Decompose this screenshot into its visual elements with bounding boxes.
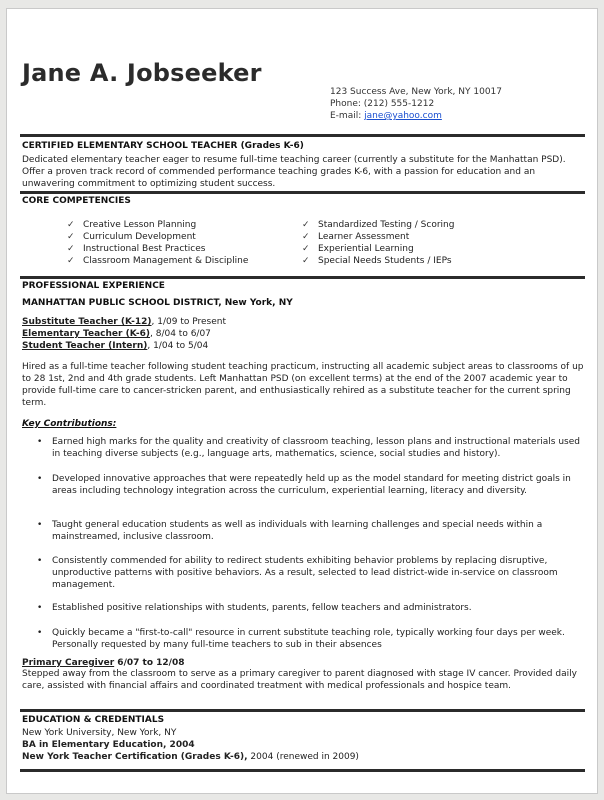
school: New York University, New York, NY	[22, 728, 177, 738]
list-item: • Developed innovative approaches that were repeatedly held up as the model standard for meeting district goals in areas including technology integration across the curriculum, experiential learning, literacy and diversity.	[37, 474, 571, 496]
email-link[interactable]: jane@yahoo.com	[364, 111, 442, 121]
competency-item: ✓ Classroom Management & Discipline	[67, 256, 249, 266]
role-item: Substitute Teacher (K-12), 1/09 to Present	[22, 317, 227, 327]
role-item: Student Teacher (Intern), 1/04 to 5/04	[22, 341, 209, 351]
competency-item: ✓ Learner Assessment	[302, 232, 410, 242]
check-icon: ✓	[67, 256, 75, 266]
role-item: Elementary Teacher (K-6), 8/04 to 6/07	[22, 329, 211, 339]
list-item: • Established positive relationships with students, parents, fellow teachers and administrators.	[37, 603, 472, 613]
competency-item: ✓ Instructional Best Practices	[67, 244, 206, 254]
caregiver-dates: 6/07 to 12/08	[114, 658, 185, 668]
candidate-name: Jane A. Jobseeker	[22, 59, 262, 87]
degree: BA in Elementary Education, 2004	[22, 740, 195, 750]
email-label: E-mail:	[330, 111, 362, 121]
list-item: • Taught general education students as well as individuals with learning challenges and special needs within a mainstreamed, inclusive classroom.	[37, 520, 543, 542]
check-icon: ✓	[67, 220, 75, 230]
bullet-icon: •	[37, 603, 43, 613]
list-item: • Quickly became a "first-to-call" resource in current substitute teaching role, typically working four days per week. Personally requested by many full-time teachers to sub in their absences	[37, 628, 565, 650]
caregiver-text: Stepped away from the classroom to serve as a primary caregiver to parent diagnosed with stage IV cancer. Provided daily care, assisted with financial affairs and coordinated treatment with medical professionals and hospice team.	[22, 669, 577, 691]
phone: Phone: (212) 555-1212	[330, 99, 435, 109]
check-icon: ✓	[302, 244, 310, 254]
experience-title: PROFESSIONAL EXPERIENCE	[22, 281, 165, 291]
check-icon: ✓	[302, 220, 310, 230]
divider	[20, 769, 585, 772]
bullet-icon: •	[37, 520, 43, 530]
bullet-icon: •	[37, 437, 43, 447]
competency-item: ✓ Special Needs Students / IEPs	[302, 256, 452, 266]
caregiver-title: Primary Caregiver	[22, 658, 115, 668]
contributions-list	[37, 9, 587, 709]
employer: MANHATTAN PUBLIC SCHOOL DISTRICT, New York, NY	[22, 298, 293, 308]
summary-text: Dedicated elementary teacher eager to resume full-time teaching career (currently a substitute for the Manhattan PSD). Offer a proven track record of commended performance teaching grades K-6, with a passion for education and an unwavering commitment to optimizing student success.	[22, 155, 566, 189]
role-description: Hired as a full-time teacher following student teaching practicum, instructing all academic subject areas to classrooms of up to 28 1st, 2nd and 4th grade students. Left Manhattan PSD (on excellent terms) at the end of the 2007 academic year to provide full-time care to cancer-stricken parent, and enthusiastically rehired as a substitute teacher for the current spring term.	[22, 362, 584, 408]
education-title: EDUCATION & CREDENTIALS	[22, 715, 165, 725]
list-item: • Earned high marks for the quality and creativity of classroom teaching, lesson plans and instructional materials used in teaching diverse subjects (e.g., language arts, mathematics, science, social studies and history).	[37, 437, 580, 459]
competency-item: ✓ Curriculum Development	[67, 232, 196, 242]
check-icon: ✓	[67, 232, 75, 242]
list-item: • Consistently commended for ability to redirect students exhibiting behavior problems by replacing disruptive, unproductive patterns with positive behaviors. As a result, selected to lead district-wide in-service on classroom management.	[37, 556, 558, 590]
check-icon: ✓	[302, 256, 310, 266]
key-contributions-label: Key Contributions:	[22, 419, 117, 429]
bullet-icon: •	[37, 474, 43, 484]
check-icon: ✓	[67, 244, 75, 254]
resume-page	[6, 8, 598, 794]
divider	[20, 709, 585, 712]
competency-item: ✓ Creative Lesson Planning	[67, 220, 197, 230]
address: 123 Success Ave, New York, NY 10017	[330, 87, 502, 97]
competency-item: ✓ Experiential Learning	[302, 244, 414, 254]
bullet-icon: •	[37, 556, 43, 566]
check-icon: ✓	[302, 232, 310, 242]
bullet-icon: •	[37, 628, 43, 638]
competencies-title: CORE COMPETENCIES	[22, 196, 131, 206]
summary-title: CERTIFIED ELEMENTARY SCHOOL TEACHER (Grades K-6)	[22, 141, 304, 151]
certification: New York Teacher Certification (Grades K-6), 2004 (renewed in 2009)	[22, 752, 359, 762]
competency-item: ✓ Standardized Testing / Scoring	[302, 220, 455, 230]
